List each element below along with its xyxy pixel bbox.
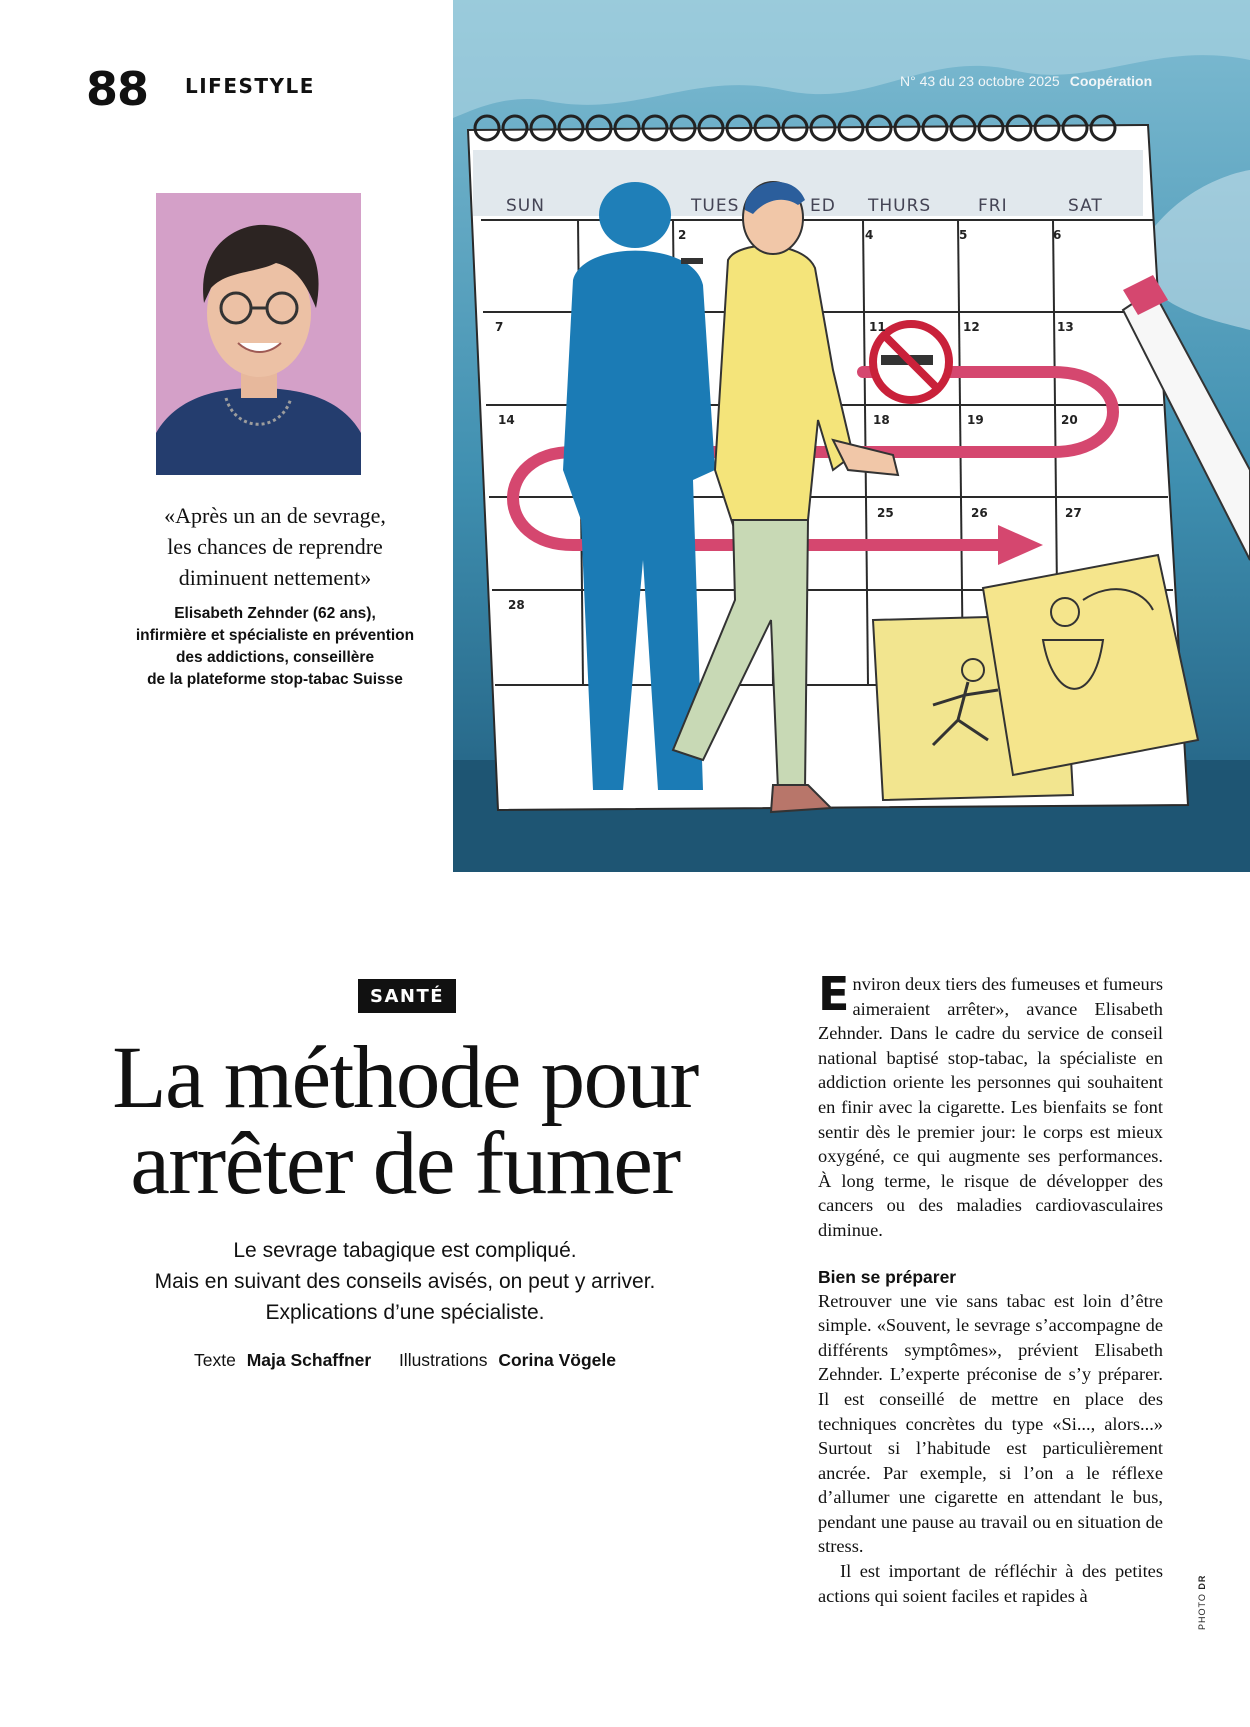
section-label: LIFESTYLE <box>185 74 315 98</box>
date-number: 2 <box>678 228 687 242</box>
date-number: 18 <box>873 413 890 427</box>
date-number: 4 <box>865 228 874 242</box>
sticky-note-lungs <box>983 555 1198 775</box>
date-number: 28 <box>508 598 525 612</box>
quote-line: les chances de reprendre <box>167 534 383 559</box>
publication-name: Coopération <box>1069 73 1153 89</box>
illustrator-name: Corina Vögele <box>498 1350 616 1370</box>
pull-quote <box>100 500 450 593</box>
subheading: Bien se préparer <box>818 1266 957 1287</box>
weekday-label: FRI <box>978 196 1008 216</box>
date-number: 12 <box>963 320 980 334</box>
photo-credit <box>1197 1575 1207 1630</box>
illustrations-label: Illustrations <box>398 1350 488 1370</box>
date-number: 7 <box>495 320 504 334</box>
date-number: 13 <box>1057 320 1074 334</box>
page-number: 88 <box>86 62 149 116</box>
lead-line: Le sevrage tabagique est compliqué. <box>233 1239 577 1262</box>
weekday-label: ED <box>810 196 836 216</box>
weekday-label: TUES <box>691 196 740 216</box>
body-paragraph: Environ deux tiers des fumeuses et fumeurs aimeraient arrêter», avance Elisabeth Zehnder. Dans le cadre du service de conseil national baptisé stop-tabac, la spécialiste en addiction oriente les personnes qui souhaitent en finir avec la cigarette. Les bienfaits se font sentir dès le premier jour: le corps est mieux oxygéné, ce qui augmente ses performances. À long terme, le risque de développer des cancers ou des maladies cardiovasculaires diminue. <box>818 967 1163 1240</box>
date-number: 14 <box>498 413 515 427</box>
issue-number: N° 43 du 23 octobre 2025 <box>900 73 1060 89</box>
article-body <box>818 967 1163 1608</box>
text-label: Texte <box>194 1350 236 1370</box>
attribution-line: des addictions, conseillère <box>175 649 375 666</box>
date-number: 25 <box>877 506 894 520</box>
photo-credit-label: PHOTO <box>1197 1593 1207 1630</box>
attribution-line: infirmière et spécialiste en prévention <box>135 627 415 644</box>
weekday-label: SUN <box>506 196 545 216</box>
no-smoking-icon <box>873 324 949 400</box>
issue-info <box>900 73 1152 89</box>
date-number: 26 <box>971 506 988 520</box>
headline <box>60 1029 750 1213</box>
portrait-photo <box>156 193 361 475</box>
photo-credit-value: DR <box>1197 1574 1207 1590</box>
date-number: 5 <box>959 228 968 242</box>
headline-line: La méthode pour <box>112 1029 698 1127</box>
calendar-illustration <box>453 0 1250 872</box>
lead-line: Explications d’une spécialiste. <box>265 1301 545 1324</box>
date-number: 6 <box>1053 228 1062 242</box>
lead-paragraph <box>60 1235 750 1328</box>
quote-line: «Après un an de sevrage, <box>164 503 386 528</box>
lead-line: Mais en suivant des conseils avisés, on peut y arriver. <box>154 1270 656 1293</box>
byline <box>60 1350 750 1371</box>
quote-line: diminuent nettement» <box>178 565 372 590</box>
date-number: 11 <box>869 320 886 334</box>
category-tag: SANTÉ <box>358 979 456 1013</box>
headline-line: arrêter de fumer <box>130 1115 680 1213</box>
quote-attribution <box>100 603 450 691</box>
body-paragraph: Retrouver une vie sans tabac est loin d’être simple. «Souvent, le sevrage s’accompagne de différents symptômes», prévient Elisabeth Zehnder. L’experte préconise de s’y préparer. Il est conseillé de mettre en place des techniques concrètes du type «Si..., alors...» Surtout si l’habitude est particulièrement ancrée. Par exemple, si l’on a le réflexe d’allumer une cigarette en attendant le bus, pendant une pause au travail ou en situation de stress. <box>818 1290 1163 1557</box>
date-number: 19 <box>967 413 984 427</box>
author-name: Maja Schaffner <box>246 1350 372 1370</box>
date-number: 20 <box>1061 413 1078 427</box>
attribution-line: de la plateforme stop-tabac Suisse <box>147 671 403 688</box>
weekday-label: THURS <box>868 196 932 216</box>
date-number: 27 <box>1065 506 1082 520</box>
attribution-line: Elisabeth Zehnder (62 ans), <box>174 605 376 622</box>
body-paragraph: Il est important de réfléchir à des petites actions qui soient faciles et rapides à <box>818 1561 1163 1606</box>
weekday-label: SAT <box>1068 196 1103 216</box>
